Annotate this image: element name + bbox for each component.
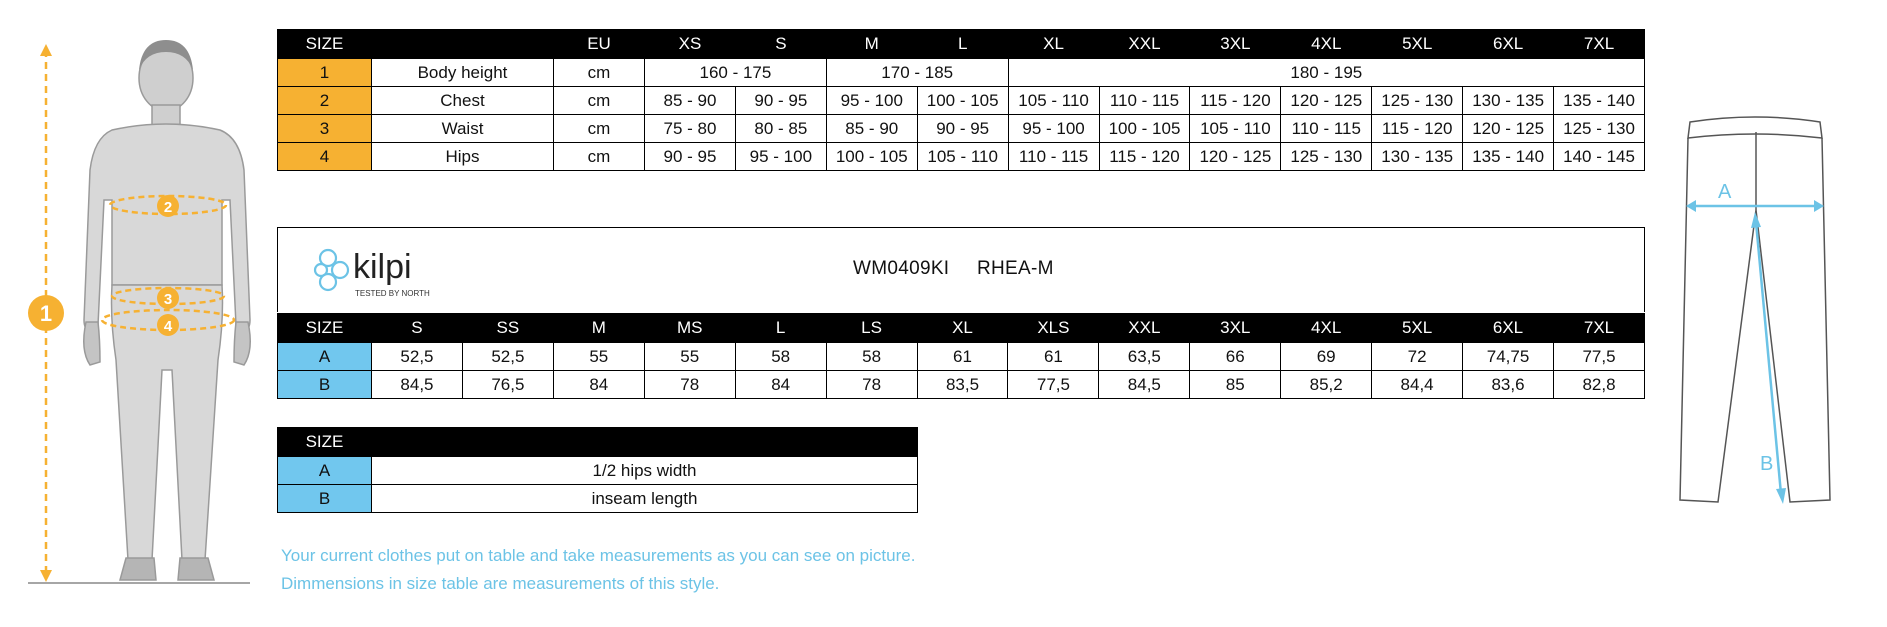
value-cell: 100 - 105 — [1099, 115, 1190, 143]
value-cell: 55 — [553, 343, 644, 371]
header-cell: M — [553, 314, 644, 343]
value-cell: 95 - 100 — [826, 87, 917, 115]
value-cell: 100 - 105 — [826, 143, 917, 171]
value-cell: 130 - 135 — [1463, 87, 1554, 115]
header-cell: LS — [826, 314, 917, 343]
value-cell: 80 - 85 — [735, 115, 826, 143]
table-row — [278, 115, 1645, 143]
header-cell: SS — [462, 314, 553, 343]
unit-cell: cm — [554, 59, 645, 87]
row-number-cell: 1 — [278, 59, 372, 87]
value-cell: 83,5 — [917, 371, 1008, 399]
svg-text:1: 1 — [39, 301, 53, 326]
value-cell: 125 - 130 — [1281, 143, 1372, 171]
row-number-cell: 3 — [278, 115, 372, 143]
height-marker — [28, 295, 64, 331]
value-cell: 135 - 140 — [1554, 87, 1645, 115]
product-header — [277, 227, 1645, 312]
value-cell: 90 - 95 — [917, 115, 1008, 143]
header-cell: S — [372, 314, 463, 343]
unit-cell: cm — [554, 115, 645, 143]
row-label-cell: B — [278, 485, 372, 513]
kilpi-logo — [313, 236, 433, 304]
value-cell: 85 - 90 — [826, 115, 917, 143]
header-cell: XLS — [1008, 314, 1099, 343]
chest-marker — [157, 195, 179, 217]
row-label-cell: Hips — [372, 143, 554, 171]
header-cell: M — [826, 30, 917, 59]
header-cell: 3XL — [1190, 30, 1281, 59]
table-row — [278, 143, 1645, 171]
value-cell: 100 - 105 — [917, 87, 1008, 115]
value-cell: 78 — [826, 371, 917, 399]
value-cell: 74,75 — [1463, 343, 1554, 371]
header-cell — [372, 428, 918, 457]
value-cell: 125 - 130 — [1372, 87, 1463, 115]
header-cell: 5XL — [1372, 314, 1463, 343]
header-cell: 6XL — [1463, 30, 1554, 59]
pants-label-a: A — [1718, 181, 1732, 203]
value-cell: 90 - 95 — [645, 143, 736, 171]
header-cell: XXL — [1099, 30, 1190, 59]
header-cell: 7XL — [1554, 30, 1645, 59]
value-cell: 135 - 140 — [1463, 143, 1554, 171]
header-cell: S — [735, 30, 826, 59]
value-cell: 77,5 — [1553, 343, 1644, 371]
value-cell: 76,5 — [462, 371, 553, 399]
value-cell: 66 — [1190, 343, 1281, 371]
value-cell: 52,5 — [462, 343, 553, 371]
value-cell: 120 - 125 — [1281, 87, 1372, 115]
header-cell: 5XL — [1372, 30, 1463, 59]
note-line-1: Your current clothes put on table and take measurements as you can see on picture. — [281, 546, 916, 565]
header-cell: SIZE — [278, 314, 372, 343]
table-row — [278, 485, 918, 513]
row-label-cell: B — [278, 371, 372, 399]
row-label-cell: A — [278, 457, 372, 485]
value-cell: 85 - 90 — [645, 87, 736, 115]
value-cell: 61 — [917, 343, 1008, 371]
header-cell: 4XL — [1281, 314, 1372, 343]
value-cell: 110 - 115 — [1099, 87, 1190, 115]
product-size-table — [277, 313, 1645, 399]
header-cell: XS — [645, 30, 736, 59]
row-label-cell: Chest — [372, 87, 554, 115]
unit-cell: cm — [554, 143, 645, 171]
table-row — [278, 59, 1645, 87]
row-number-cell: 4 — [278, 143, 372, 171]
header-cell: 6XL — [1463, 314, 1554, 343]
value-cell: 77,5 — [1008, 371, 1099, 399]
value-cell: 55 — [644, 343, 735, 371]
table-row — [278, 343, 1645, 371]
value-cell: 115 - 120 — [1190, 87, 1281, 115]
value-cell: 170 - 185 — [826, 59, 1008, 87]
note-line-2: Dimmensions in size table are measurements of this style. — [281, 574, 720, 593]
value-cell: 61 — [1008, 343, 1099, 371]
value-cell: 75 - 80 — [645, 115, 736, 143]
row-number-cell: 2 — [278, 87, 372, 115]
header-cell: SIZE — [278, 428, 372, 457]
value-cell: 140 - 145 — [1554, 143, 1645, 171]
value-cell: 105 - 110 — [1190, 115, 1281, 143]
product-code: WM0409KI — [853, 258, 950, 279]
header-cell: 3XL — [1190, 314, 1281, 343]
header-cell: XL — [917, 314, 1008, 343]
table-row — [278, 457, 918, 485]
value-cell: 85 — [1190, 371, 1281, 399]
body-figure — [0, 0, 270, 627]
header-cell: 4XL — [1281, 30, 1372, 59]
value-cell: 115 - 120 — [1372, 115, 1463, 143]
svg-text:TESTED BY NORTH: TESTED BY NORTH — [355, 289, 430, 298]
value-cell: 125 - 130 — [1554, 115, 1645, 143]
value-cell: 84,4 — [1372, 371, 1463, 399]
svg-text:2: 2 — [163, 199, 173, 216]
value-cell: 85,2 — [1281, 371, 1372, 399]
row-label-cell: A — [278, 343, 372, 371]
header-cell: EU — [554, 30, 645, 59]
value-cell: 58 — [735, 343, 826, 371]
header-cell: MS — [644, 314, 735, 343]
svg-text:3: 3 — [163, 291, 173, 308]
table-header-row — [278, 30, 1645, 59]
header-cell: SIZE — [278, 30, 372, 59]
header-cell: XXL — [1099, 314, 1190, 343]
row-label-cell: Waist — [372, 115, 554, 143]
value-cell: 82,8 — [1553, 371, 1644, 399]
description-cell: 1/2 hips width — [372, 457, 918, 485]
value-cell: 160 - 175 — [645, 59, 827, 87]
product-name: RHEA-M — [976, 258, 1054, 279]
table-header-row — [278, 314, 1645, 343]
value-cell: 110 - 115 — [1281, 115, 1372, 143]
unit-cell: cm — [554, 87, 645, 115]
product-id — [853, 258, 1076, 280]
value-cell: 72 — [1372, 343, 1463, 371]
value-cell: 84 — [735, 371, 826, 399]
value-cell: 78 — [644, 371, 735, 399]
waist-marker — [157, 287, 179, 309]
value-cell: 95 - 100 — [1008, 115, 1099, 143]
header-cell: L — [917, 30, 1008, 59]
value-cell: 84,5 — [372, 371, 463, 399]
pants-label-b: B — [1760, 453, 1774, 475]
value-cell: 105 - 110 — [917, 143, 1008, 171]
row-label-cell: Body height — [372, 59, 554, 87]
table-row — [278, 371, 1645, 399]
svg-text:4: 4 — [163, 318, 173, 335]
pants-diagram — [1660, 110, 1850, 510]
value-cell: 105 - 110 — [1008, 87, 1099, 115]
header-cell: L — [735, 314, 826, 343]
table-row — [278, 87, 1645, 115]
header-cell — [372, 30, 554, 59]
body-size-table — [277, 29, 1645, 171]
description-cell: inseam length — [372, 485, 918, 513]
hips-marker — [157, 314, 179, 336]
table-header-row — [278, 428, 918, 457]
svg-text:kilpi: kilpi — [353, 248, 412, 286]
value-cell: 84 — [553, 371, 644, 399]
value-cell: 130 - 135 — [1372, 143, 1463, 171]
value-cell: 120 - 125 — [1190, 143, 1281, 171]
value-cell: 115 - 120 — [1099, 143, 1190, 171]
value-cell: 84,5 — [1099, 371, 1190, 399]
value-cell: 83,6 — [1463, 371, 1554, 399]
value-cell: 110 - 115 — [1008, 143, 1099, 171]
value-cell: 69 — [1281, 343, 1372, 371]
value-cell: 52,5 — [372, 343, 463, 371]
value-cell: 120 - 125 — [1463, 115, 1554, 143]
value-cell: 58 — [826, 343, 917, 371]
measurement-legend-table — [277, 427, 918, 513]
value-cell: 90 - 95 — [735, 87, 826, 115]
header-cell: 7XL — [1553, 314, 1644, 343]
value-cell: 95 - 100 — [735, 143, 826, 171]
header-cell: XL — [1008, 30, 1099, 59]
value-cell: 180 - 195 — [1008, 59, 1644, 87]
value-cell: 63,5 — [1099, 343, 1190, 371]
